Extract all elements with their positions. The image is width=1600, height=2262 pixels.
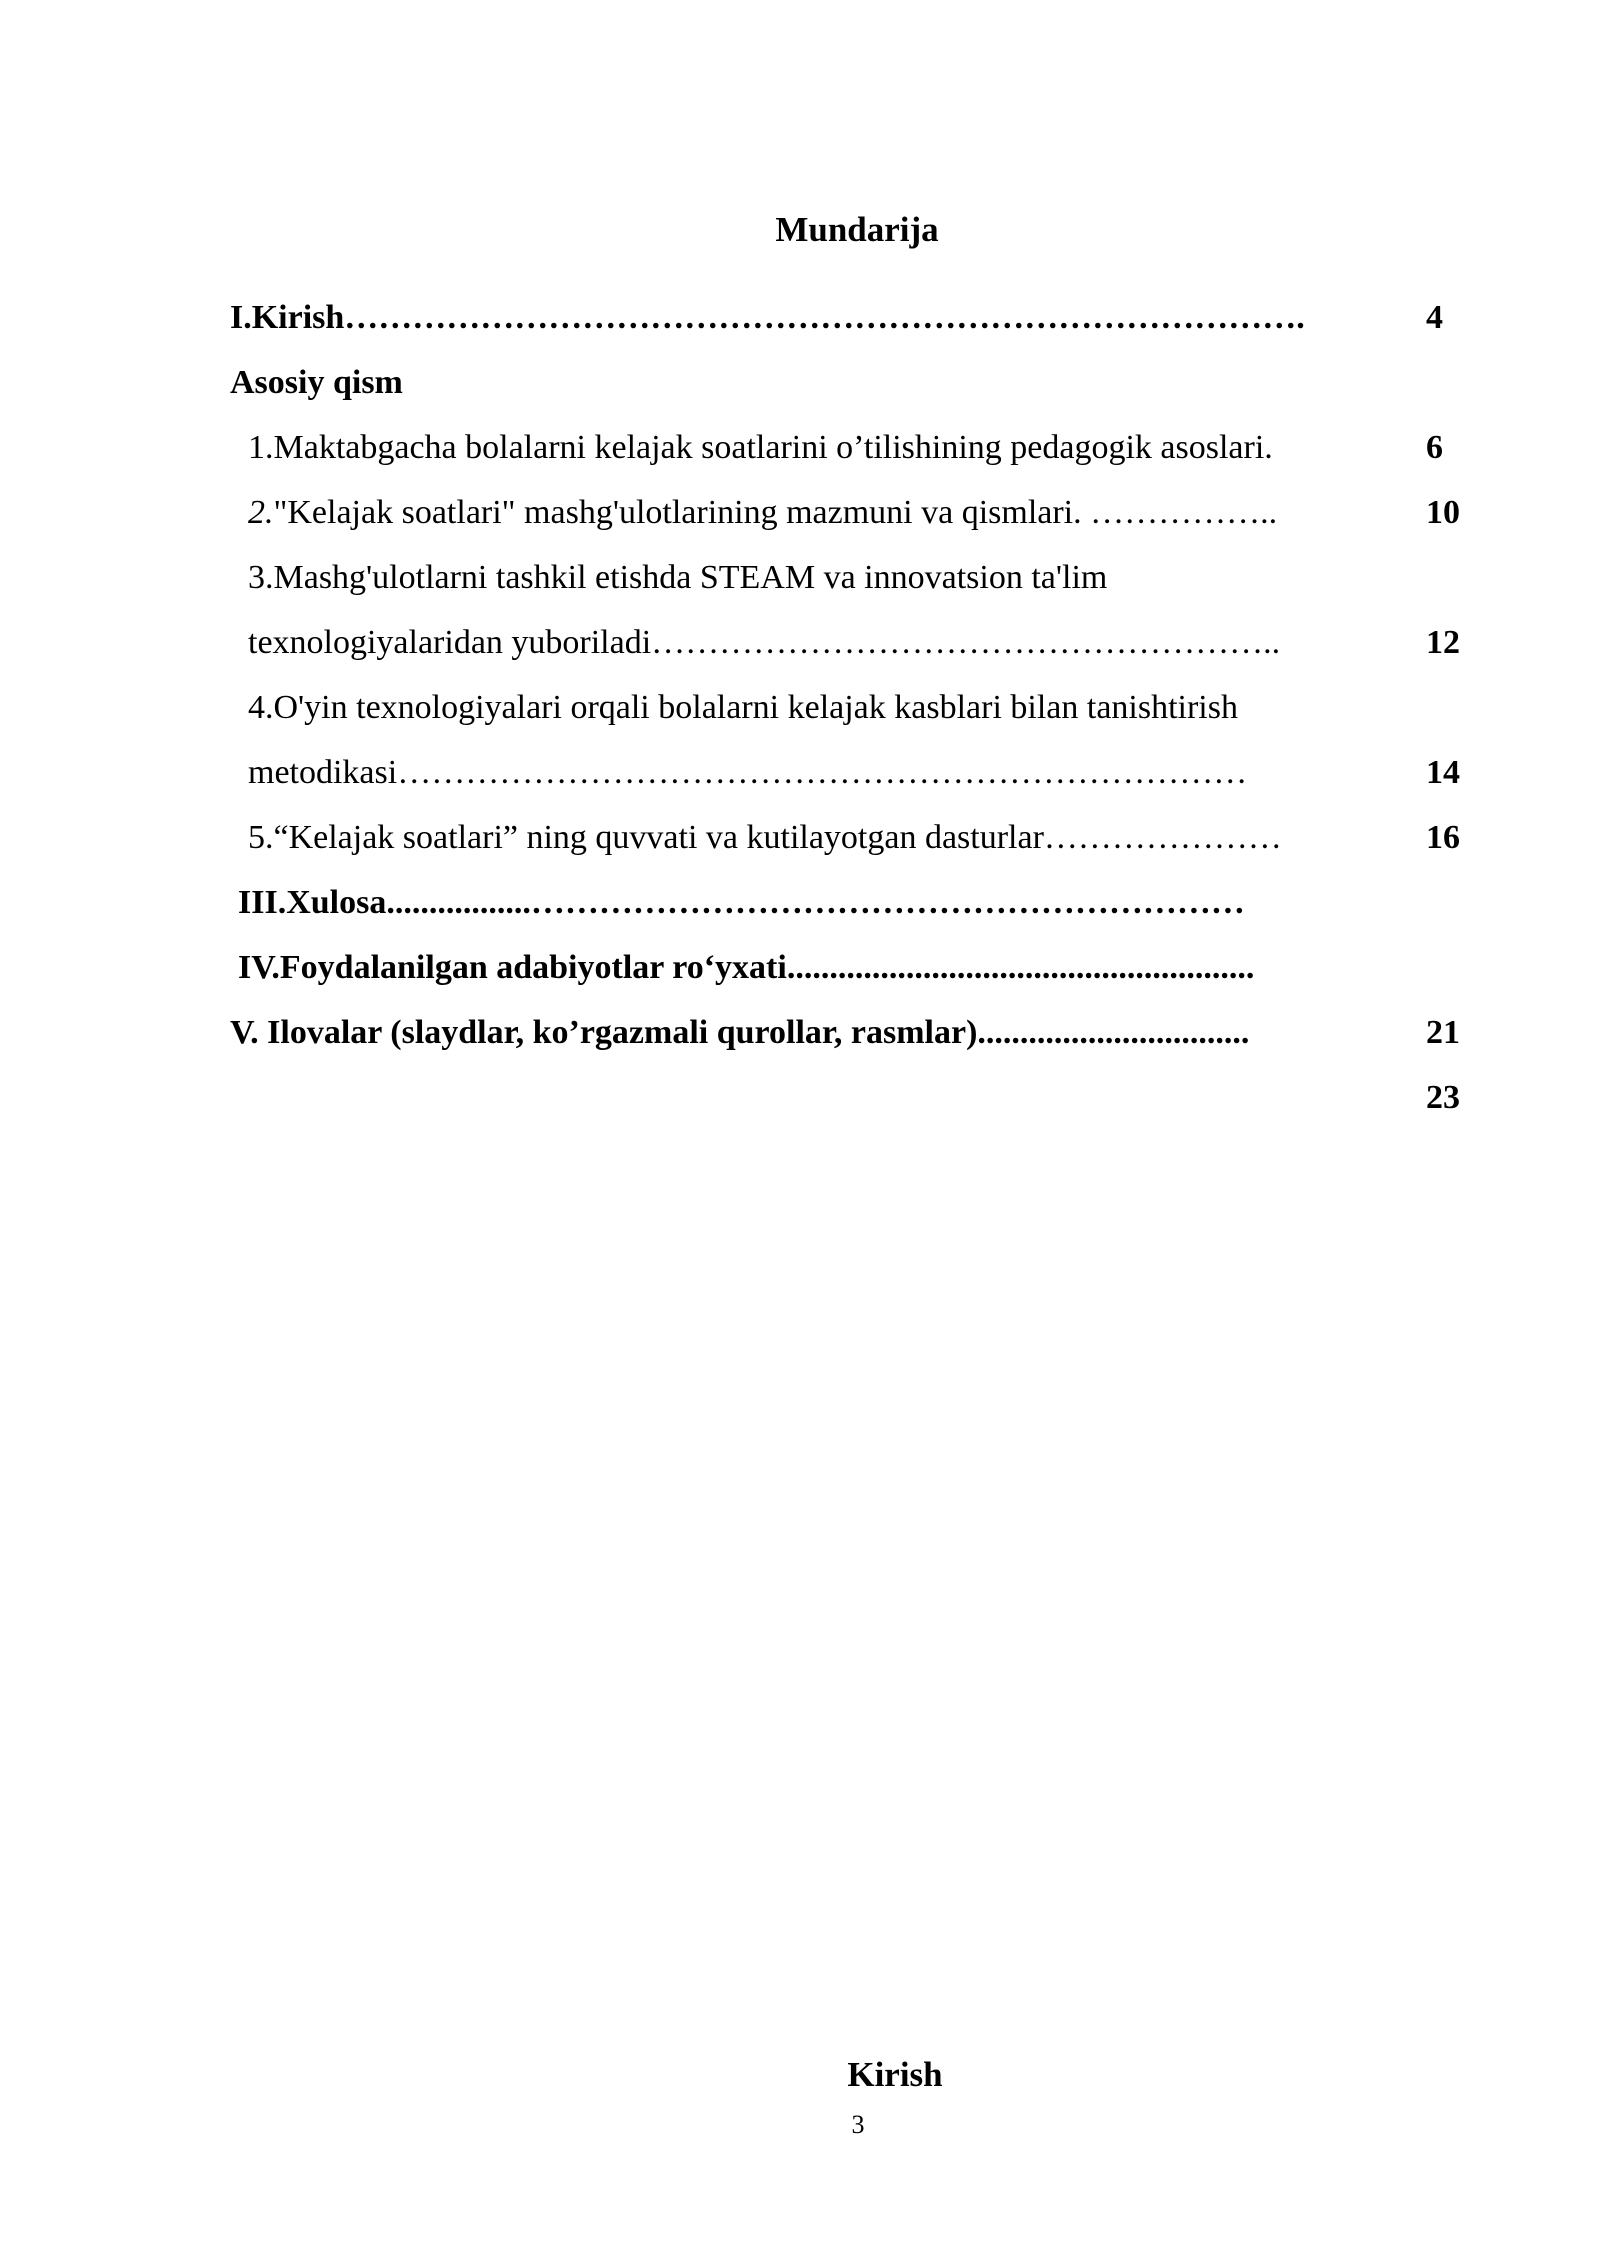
toc-entry-2-prefix: 2.: [248, 494, 274, 531]
toc-title: Mundarija: [775, 210, 939, 249]
section-heading-kirish: Kirish: [847, 2055, 943, 2094]
toc-entry-1: 1.Maktabgacha bolalarni kelajak soatlarini o’tilishining pedagogik asoslari.: [248, 429, 1273, 466]
toc-entry-asosiy-qism: Asosiy qism: [230, 364, 403, 401]
toc-entry-4-line2: metodikasi…………………………………………………………………: [248, 754, 1248, 791]
toc-page-number: 10: [1426, 494, 1460, 531]
toc-page-number: 6: [1426, 429, 1443, 466]
toc-entry-2-text: "Kelajak soatlari" mashg'ulotlarining mazmuni va qismlari. ……………..: [273, 494, 1278, 531]
toc-entry-2: [248, 493, 1277, 533]
toc-page-number: 16: [1426, 819, 1460, 856]
toc-page-number: 12: [1426, 624, 1460, 661]
toc-entry-adabiyotlar: IV.Foydalanilgan adabiyotlar ro‘yxati.......................................................: [238, 949, 1255, 986]
toc-entry-4-line1: 4.O'yin texnologiyalari orqali bolalarni kelajak kasblari bilan tanishtirish: [248, 689, 1238, 726]
toc-entry-3-line2: texnologiyalaridan yuboriladi………………………………………………..: [248, 624, 1281, 661]
toc-page-number: 4: [1426, 299, 1443, 336]
toc-entry-3-line1: 3.Mashg'ulotlarni tashkil etishda STEAM va innovatsion ta'lim: [248, 559, 1108, 596]
toc-entry-ilovalar: V. Ilovalar (slaydlar, ko’rgazmali qurollar, rasmlar)................................: [230, 1014, 1250, 1051]
toc-entry-kirish: I.Kirish………………………………………………………………………….: [230, 299, 1305, 336]
toc-page-number: 23: [1426, 1079, 1460, 1116]
toc-page-number: 21: [1426, 1014, 1460, 1051]
toc-entry-xulosa: III.Xulosa.................………………………………………………………: [238, 884, 1245, 921]
toc-entry-5: 5.“Kelajak soatlari” ning quvvati va kutilayotgan dasturlar…………………: [248, 819, 1282, 856]
page-number: 3: [851, 2110, 865, 2139]
toc-page-number: 14: [1426, 754, 1460, 791]
